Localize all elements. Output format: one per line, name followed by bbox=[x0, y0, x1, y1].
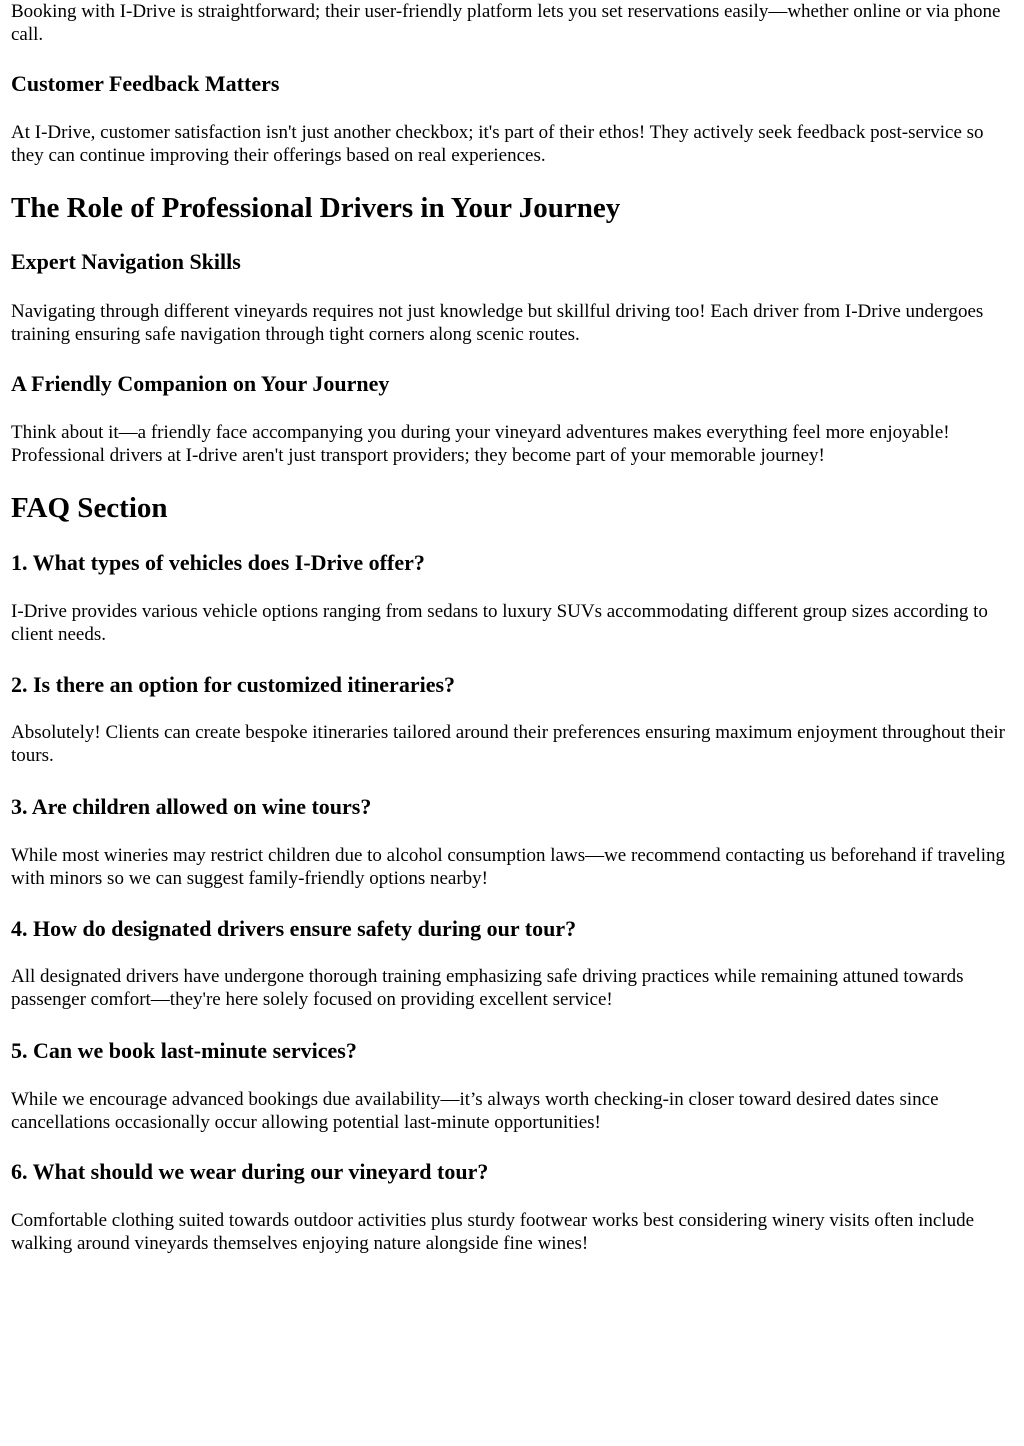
faq-question: 2. Is there an option for customized itineraries? bbox=[11, 672, 456, 697]
navigation-skills-heading: Expert Navigation Skills bbox=[11, 249, 241, 274]
feedback-heading: Customer Feedback Matters bbox=[11, 71, 280, 96]
faq-question: 6. What should we wear during our vineyard tour? bbox=[11, 1159, 489, 1184]
friendly-companion-paragraph: Think about it—a friendly face accompanying you during your vineyard adventures makes everything feel more enjoyable! Professional drivers at I-drive aren't just transport providers; they become part of your memorable journey! bbox=[11, 422, 950, 466]
faq-answer: Comfortable clothing suited towards outdoor activities plus sturdy footwear works best considering winery visits often include walking around vineyards themselves enjoying nature alongside fine wines! bbox=[11, 1210, 975, 1254]
faq-heading: FAQ Section bbox=[11, 492, 168, 524]
faq-answer: While most wineries may restrict children due to alcohol consumption laws—we recommend contacting us beforehand if traveling with minors so we can suggest family-friendly options nearby! bbox=[11, 845, 1006, 889]
faq-question: 4. How do designated drivers ensure safety during our tour? bbox=[11, 916, 577, 941]
navigation-skills-paragraph: Navigating through different vineyards requires not just knowledge but skillful driving too! Each driver from I-Drive undergoes training ensuring safe navigation through tight corners along scenic routes. bbox=[11, 301, 984, 345]
faq-answer: All designated drivers have undergone thorough training emphasizing safe driving practices while remaining attuned towards passenger comfort—they're here solely focused on providing excellent service! bbox=[11, 966, 964, 1010]
intro-paragraph: Booking with I-Drive is straightforward; their user-friendly platform lets you set reservations easily—whether online or via phone call. bbox=[11, 1, 1001, 45]
feedback-paragraph: At I-Drive, customer satisfaction isn't just another checkbox; it's part of their ethos! They actively seek feedback post-service so they can continue improving their offerings based on real experiences. bbox=[11, 122, 984, 166]
faq-question: 3. Are children allowed on wine tours? bbox=[11, 794, 372, 819]
drivers-section-heading: The Role of Professional Drivers in Your Journey bbox=[11, 192, 621, 224]
faq-answer: I-Drive provides various vehicle options ranging from sedans to luxury SUVs accommodating different group sizes according to client needs. bbox=[11, 601, 988, 645]
faq-question: 5. Can we book last-minute services? bbox=[11, 1038, 357, 1063]
faq-question: 1. What types of vehicles does I-Drive offer? bbox=[11, 550, 425, 575]
friendly-companion-heading: A Friendly Companion on Your Journey bbox=[11, 371, 390, 396]
faq-answer: While we encourage advanced bookings due availability—it’s always worth checking-in closer toward desired dates since cancellations occasionally occur allowing potential last-minute opportunities! bbox=[11, 1089, 939, 1133]
faq-answer: Absolutely! Clients can create bespoke itineraries tailored around their preferences ensuring maximum enjoyment throughout their tours. bbox=[11, 722, 1006, 766]
